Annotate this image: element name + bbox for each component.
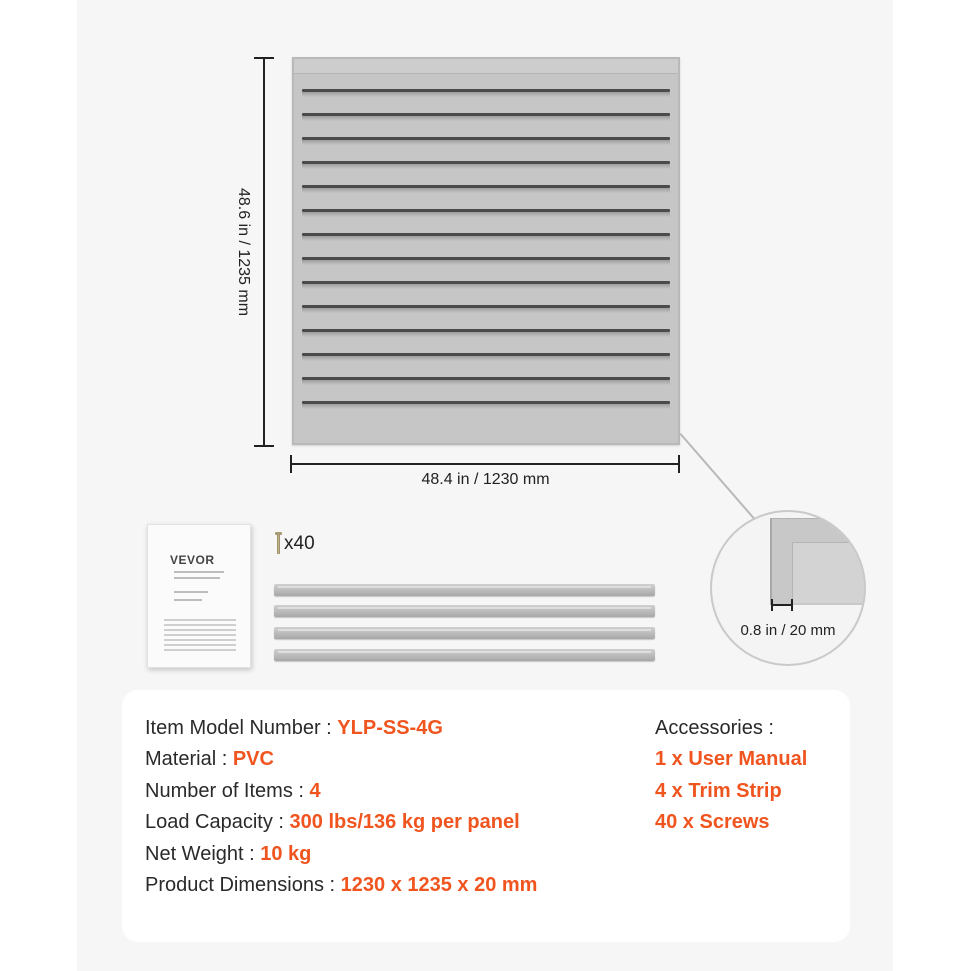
width-dimension-line xyxy=(291,463,680,465)
height-dimension-cap-top xyxy=(254,57,274,59)
spec-number-of-items xyxy=(145,780,321,803)
panel-slot xyxy=(302,185,670,188)
height-dimension-line xyxy=(263,58,265,446)
panel-slot xyxy=(302,401,670,404)
trim-strip-image xyxy=(274,627,655,639)
spec-net-weight xyxy=(145,843,311,866)
height-dimension-cap-bottom xyxy=(254,445,274,447)
spec-label: Product Dimensions : xyxy=(145,874,341,896)
accessory-item: 40 x Screws xyxy=(655,811,770,833)
spec-value: 1230 x 1235 x 20 mm xyxy=(340,874,538,896)
panel-slot xyxy=(302,209,670,212)
spec-value: YLP-SS-4G xyxy=(337,717,443,739)
spec-product-dimensions xyxy=(145,874,537,897)
panel-slot xyxy=(302,89,670,92)
manual-brand-logo: VEVOR xyxy=(170,553,215,567)
thickness-zoom-circle xyxy=(710,510,866,666)
spec-label: Material : xyxy=(145,748,233,770)
accessories-title: Accessories : xyxy=(655,717,774,739)
panel-edge-step xyxy=(792,542,866,603)
spec-material xyxy=(145,748,274,771)
spec-value: PVC xyxy=(232,748,274,770)
panel-slot xyxy=(302,161,670,164)
slatwall-panel-image xyxy=(292,57,680,445)
spec-label: Net Weight : xyxy=(145,843,261,865)
manual-text-block xyxy=(164,619,236,651)
height-dimension-text: 48.6 in / 1235 mm xyxy=(235,187,252,317)
thickness-bracket xyxy=(771,604,793,606)
panel-slot xyxy=(302,257,670,260)
panel-slot xyxy=(302,281,670,284)
spec-label: Load Capacity : xyxy=(145,811,290,833)
panel-slot xyxy=(302,233,670,236)
trim-strip-image xyxy=(274,605,655,617)
spec-value: 4 xyxy=(309,780,321,802)
trim-strip-image xyxy=(274,649,655,661)
trim-strip-image xyxy=(274,584,655,596)
panel-slot xyxy=(302,305,670,308)
panel-slot xyxy=(302,353,670,356)
manual-text-line xyxy=(174,577,220,579)
spec-value: 300 lbs/136 kg per panel xyxy=(289,811,520,833)
manual-text-line xyxy=(174,571,224,573)
width-dimension-label: 48.4 in / 1230 mm xyxy=(421,471,550,488)
spec-value: 10 kg xyxy=(260,843,312,865)
accessory-item: 1 x User Manual xyxy=(655,748,808,770)
user-manual-image xyxy=(147,524,251,668)
panel-top-rail xyxy=(294,59,678,74)
screw-icon xyxy=(277,532,280,554)
manual-text-line xyxy=(174,599,202,601)
spec-label: Item Model Number : xyxy=(145,717,338,739)
manual-text-line xyxy=(174,591,208,593)
spec-label: Number of Items : xyxy=(145,780,310,802)
screw-count-label: x40 xyxy=(284,533,315,554)
spec-load-capacity xyxy=(145,811,520,834)
panel-slot xyxy=(302,329,670,332)
panel-slot xyxy=(302,137,670,140)
panel-slot xyxy=(302,377,670,380)
panel-slot xyxy=(302,113,670,116)
spec-model-number xyxy=(145,717,443,740)
accessory-item: 4 x Trim Strip xyxy=(655,780,782,802)
thickness-label: 0.8 in / 20 mm xyxy=(740,622,836,639)
